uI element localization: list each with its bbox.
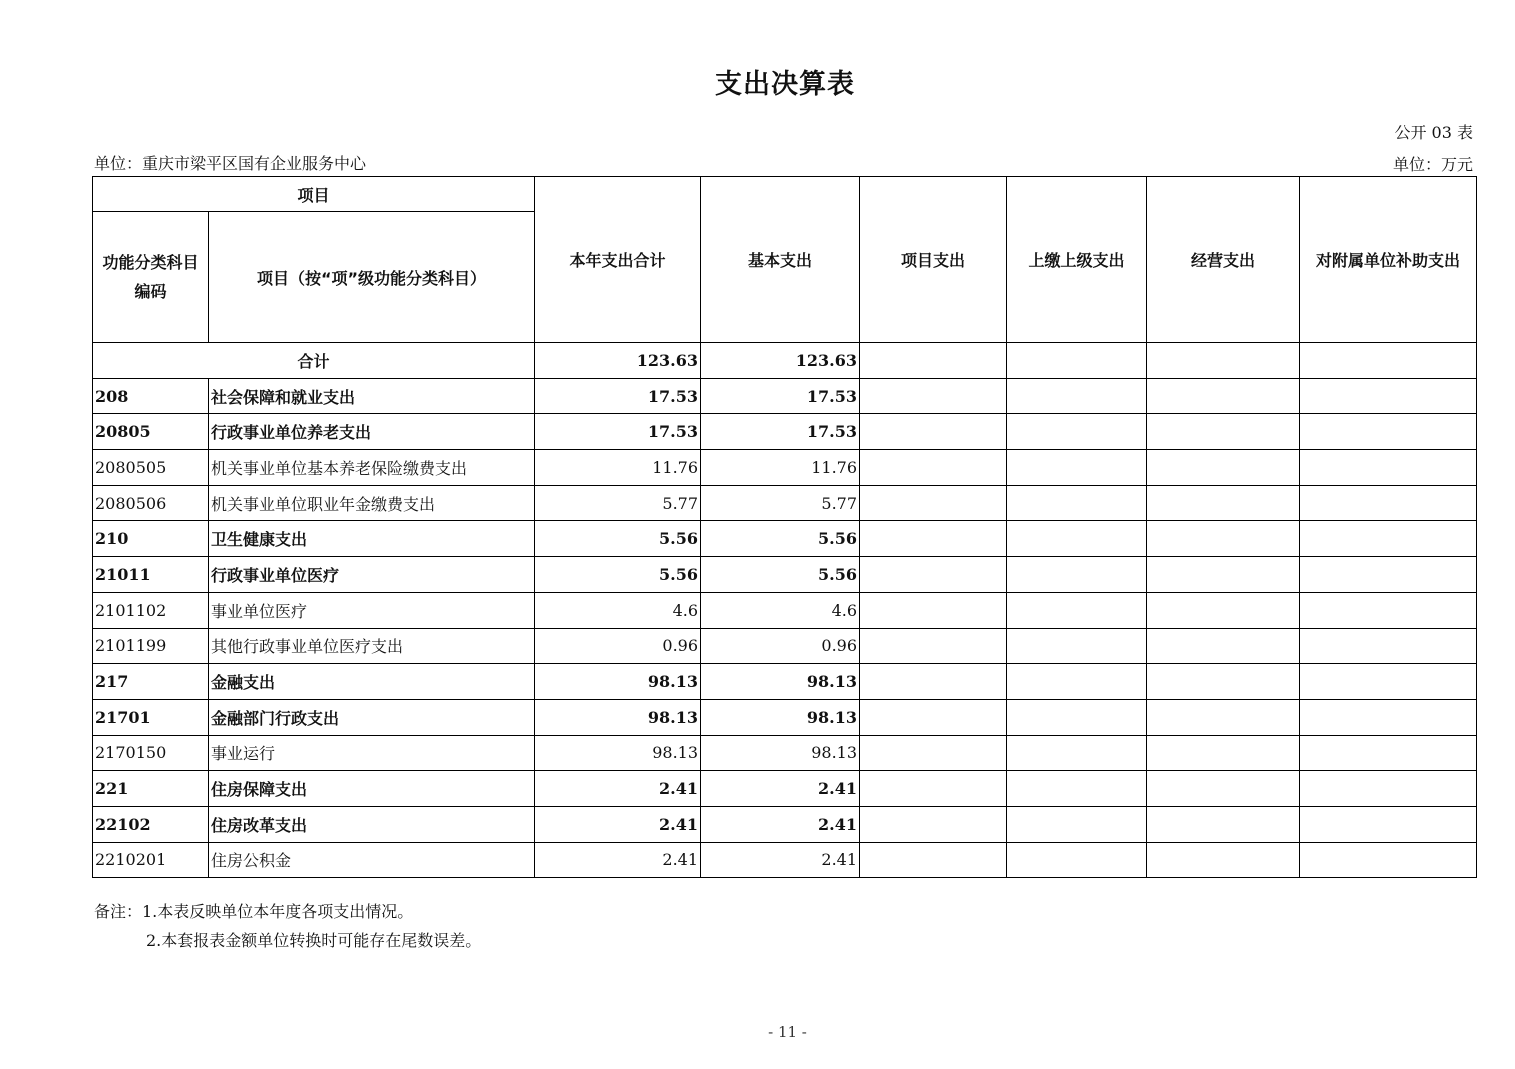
row-total: 5.77 — [535, 485, 701, 521]
header-total: 本年支出合计 — [535, 177, 701, 343]
row-project-exp — [860, 592, 1007, 628]
row-name: 事业运行 — [209, 735, 535, 771]
row-total: 17.53 — [535, 378, 701, 414]
row-business — [1147, 557, 1300, 593]
row-project-exp — [860, 806, 1007, 842]
row-upper — [1007, 664, 1147, 700]
row-business — [1147, 699, 1300, 735]
row-subsidy — [1300, 735, 1477, 771]
row-code: 21701 — [93, 699, 209, 735]
row-basic: 2.41 — [701, 842, 860, 878]
page-number: - 11 - — [768, 1023, 807, 1041]
row-upper — [1007, 628, 1147, 664]
expenditure-table — [92, 176, 1477, 878]
row-subsidy — [1300, 699, 1477, 735]
header-code: 功能分类科目编码 — [93, 212, 209, 343]
row-basic: 11.76 — [701, 450, 860, 486]
row-name: 机关事业单位职业年金缴费支出 — [209, 485, 535, 521]
row-subsidy — [1300, 628, 1477, 664]
note-1: 备注：1.本表反映单位本年度各项支出情况。 — [94, 902, 414, 921]
total-basic: 123.63 — [701, 343, 860, 379]
row-code: 2080506 — [93, 485, 209, 521]
total-amount: 123.63 — [535, 343, 701, 379]
header-upper-level: 上缴上级支出 — [1007, 177, 1147, 343]
row-total: 0.96 — [535, 628, 701, 664]
row-project-exp — [860, 414, 1007, 450]
row-subsidy — [1300, 414, 1477, 450]
row-code: 20805 — [93, 414, 209, 450]
row-total: 5.56 — [535, 521, 701, 557]
row-project-exp — [860, 378, 1007, 414]
header-project: 项目 — [93, 177, 535, 212]
note-2: 2.本套报表金额单位转换时可能存在尾数误差。 — [146, 931, 482, 950]
row-code: 2210201 — [93, 842, 209, 878]
row-business — [1147, 592, 1300, 628]
row-project-exp — [860, 699, 1007, 735]
table-row — [93, 557, 1477, 593]
row-upper — [1007, 521, 1147, 557]
row-subsidy — [1300, 521, 1477, 557]
row-upper — [1007, 699, 1147, 735]
row-subsidy — [1300, 450, 1477, 486]
row-basic: 5.56 — [701, 557, 860, 593]
total-row — [93, 343, 1477, 379]
row-business — [1147, 842, 1300, 878]
row-upper — [1007, 806, 1147, 842]
row-code: 217 — [93, 664, 209, 700]
row-total: 11.76 — [535, 450, 701, 486]
row-total: 4.6 — [535, 592, 701, 628]
row-name: 行政事业单位医疗 — [209, 557, 535, 593]
row-upper — [1007, 592, 1147, 628]
row-project-exp — [860, 521, 1007, 557]
unit-currency: 单位：万元 — [1392, 155, 1473, 174]
row-upper — [1007, 414, 1147, 450]
row-subsidy — [1300, 806, 1477, 842]
row-code: 221 — [93, 771, 209, 807]
table-row — [93, 592, 1477, 628]
row-basic: 98.13 — [701, 735, 860, 771]
row-upper — [1007, 450, 1147, 486]
row-basic: 98.13 — [701, 664, 860, 700]
table-row — [93, 771, 1477, 807]
row-basic: 2.41 — [701, 806, 860, 842]
table-row — [93, 664, 1477, 700]
row-name: 金融部门行政支出 — [209, 699, 535, 735]
row-business — [1147, 485, 1300, 521]
notes — [94, 897, 481, 955]
row-subsidy — [1300, 557, 1477, 593]
row-business — [1147, 664, 1300, 700]
header-subsidy: 对附属单位补助支出 — [1300, 177, 1477, 343]
row-code: 22102 — [93, 806, 209, 842]
row-business — [1147, 628, 1300, 664]
table-number: 公开 03 表 — [1394, 123, 1473, 142]
table-row — [93, 485, 1477, 521]
table-row — [93, 450, 1477, 486]
table-row — [93, 521, 1477, 557]
row-basic: 0.96 — [701, 628, 860, 664]
row-upper — [1007, 378, 1147, 414]
row-name: 住房改革支出 — [209, 806, 535, 842]
row-name: 其他行政事业单位医疗支出 — [209, 628, 535, 664]
row-business — [1147, 806, 1300, 842]
row-basic: 2.41 — [701, 771, 860, 807]
row-basic: 17.53 — [701, 414, 860, 450]
table-row — [93, 628, 1477, 664]
row-total: 98.13 — [535, 735, 701, 771]
row-code: 2101199 — [93, 628, 209, 664]
row-total: 98.13 — [535, 699, 701, 735]
row-total: 5.56 — [535, 557, 701, 593]
row-project-exp — [860, 735, 1007, 771]
row-upper — [1007, 771, 1147, 807]
unit-organization: 单位：重庆市梁平区国有企业服务中心 — [94, 154, 367, 173]
table-row — [93, 378, 1477, 414]
row-basic: 5.77 — [701, 485, 860, 521]
row-project-exp — [860, 557, 1007, 593]
row-upper — [1007, 735, 1147, 771]
row-name: 住房保障支出 — [209, 771, 535, 807]
row-name: 机关事业单位基本养老保险缴费支出 — [209, 450, 535, 486]
row-business — [1147, 378, 1300, 414]
row-subsidy — [1300, 485, 1477, 521]
header-basic: 基本支出 — [701, 177, 860, 343]
row-name: 行政事业单位养老支出 — [209, 414, 535, 450]
row-business — [1147, 414, 1300, 450]
row-upper — [1007, 485, 1147, 521]
row-subsidy — [1300, 664, 1477, 700]
table-row — [93, 735, 1477, 771]
row-name: 住房公积金 — [209, 842, 535, 878]
table-row — [93, 806, 1477, 842]
row-basic: 98.13 — [701, 699, 860, 735]
row-subsidy — [1300, 771, 1477, 807]
table-row — [93, 699, 1477, 735]
row-project-exp — [860, 664, 1007, 700]
row-subsidy — [1300, 842, 1477, 878]
row-subsidy — [1300, 592, 1477, 628]
row-total: 98.13 — [535, 664, 701, 700]
page-title: 支出决算表 — [715, 69, 855, 100]
row-name: 社会保障和就业支出 — [209, 378, 535, 414]
table-row — [93, 414, 1477, 450]
row-business — [1147, 771, 1300, 807]
row-total: 2.41 — [535, 806, 701, 842]
row-project-exp — [860, 771, 1007, 807]
row-total: 2.41 — [535, 842, 701, 878]
row-upper — [1007, 557, 1147, 593]
row-business — [1147, 521, 1300, 557]
row-basic: 5.56 — [701, 521, 860, 557]
header-business: 经营支出 — [1147, 177, 1300, 343]
row-total: 2.41 — [535, 771, 701, 807]
row-code: 208 — [93, 378, 209, 414]
row-total: 17.53 — [535, 414, 701, 450]
row-project-exp — [860, 485, 1007, 521]
row-business — [1147, 450, 1300, 486]
row-project-exp — [860, 450, 1007, 486]
row-business — [1147, 735, 1300, 771]
row-code: 210 — [93, 521, 209, 557]
row-upper — [1007, 842, 1147, 878]
row-project-exp — [860, 628, 1007, 664]
row-code: 2101102 — [93, 592, 209, 628]
row-basic: 4.6 — [701, 592, 860, 628]
row-code: 2080505 — [93, 450, 209, 486]
row-basic: 17.53 — [701, 378, 860, 414]
row-code: 2170150 — [93, 735, 209, 771]
row-name: 金融支出 — [209, 664, 535, 700]
header-project-expenditure: 项目支出 — [860, 177, 1007, 343]
row-name: 卫生健康支出 — [209, 521, 535, 557]
row-subsidy — [1300, 378, 1477, 414]
total-label: 合计 — [93, 343, 535, 379]
row-project-exp — [860, 842, 1007, 878]
header-name: 项目（按“项”级功能分类科目） — [209, 212, 535, 343]
table-row — [93, 842, 1477, 878]
row-code: 21011 — [93, 557, 209, 593]
row-name: 事业单位医疗 — [209, 592, 535, 628]
